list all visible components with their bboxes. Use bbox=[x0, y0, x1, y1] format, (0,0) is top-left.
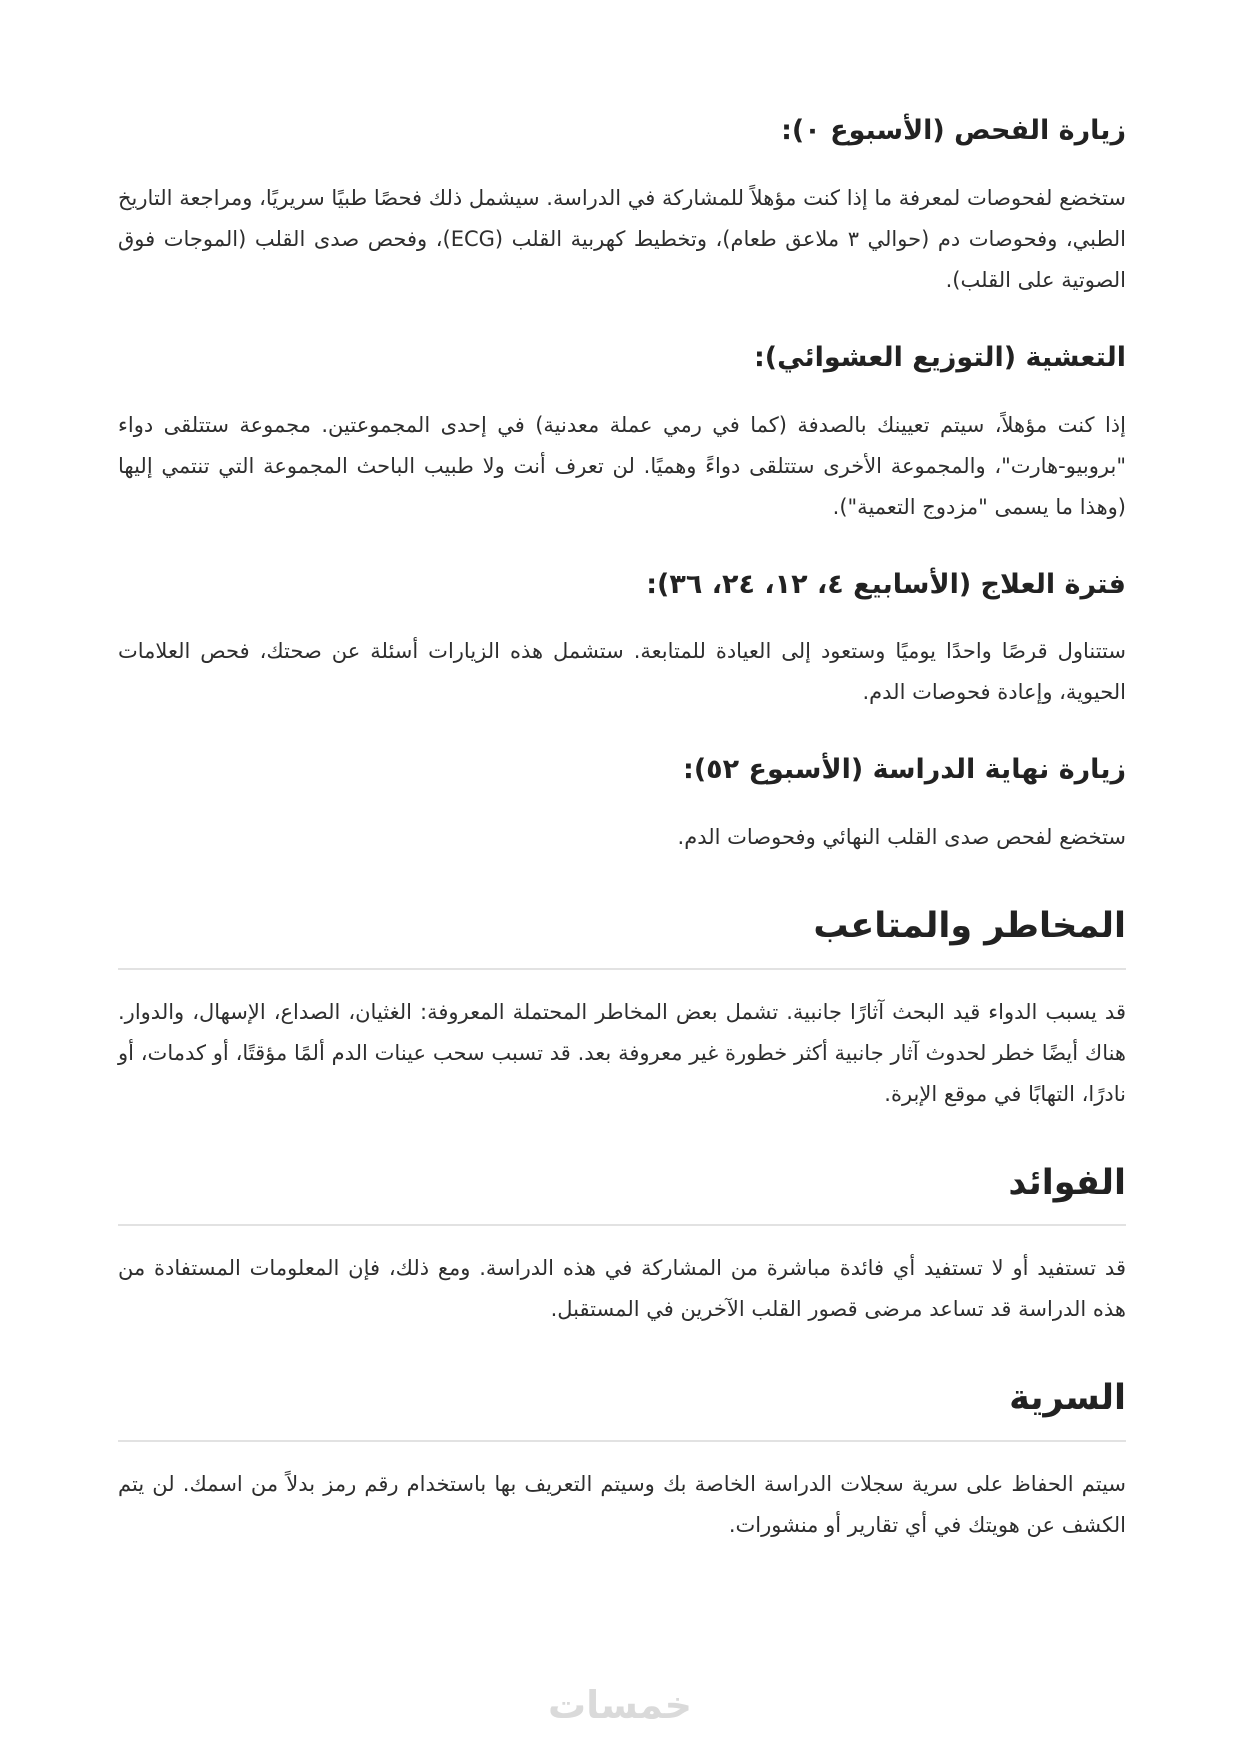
visit-text-randomization: إذا كنت مؤهلاً، سيتم تعيينك بالصدفة (كما في رمي عملة معدنية) في إحدى المجموعتين. مجموعة ستتلقى دواء "بروبيو-هارت"، والمجموعة الأخرى ستتلقى دواءً وهميًا. لن تعرف أنت ولا طبيب الباحث المجموعة التي تنتمي إليها (وهذا ما يسمى "مزدوج التعمية"). bbox=[118, 412, 1126, 519]
visit-heading-screening: زيارة الفحص (الأسبوع ٠): bbox=[781, 115, 1126, 146]
section-text-risks: قد يسبب الدواء قيد البحث آثارًا جانبية. تشمل بعض المخاطر المحتملة المعروفة: الغثيان، الصداع، الإسهال، والدوار. هناك أيضًا خطر لحدوث آثار جانبية أكثر خطورة غير معروفة بعد. قد تسبب سحب عينات الدم ألمًا مؤقتًا، أو كدمات، أو نادرًا، التهابًا في موقع الإبرة. bbox=[118, 999, 1126, 1106]
section-divider bbox=[118, 968, 1126, 970]
section-title-risks: المخاطر والمتاعب bbox=[813, 906, 1126, 947]
section-title-confidentiality: السرية bbox=[1009, 1378, 1126, 1419]
section-divider bbox=[118, 1440, 1126, 1442]
visit-heading-end-of-study: زيارة نهاية الدراسة (الأسبوع ٥٢): bbox=[683, 754, 1126, 786]
section-text-confidentiality: سيتم الحفاظ على سرية سجلات الدراسة الخاصة بك وسيتم التعريف بها باستخدام رقم رمز بدلاً من اسمك. لن يتم الكشف عن هويتك في أي تقارير أو منشورات. bbox=[118, 1471, 1126, 1537]
visit-text-screening: ستخضع لفحوصات لمعرفة ما إذا كنت مؤهلاً للمشاركة في الدراسة. سيشمل ذلك فحصًا طبيًا سريريًا، ومراجعة التاريخ الطبي، وفحوصات دم (حوالي ٣ ملاعق طعام)، وتخطيط كهربية القلب (ECG)، وفحص صدى القلب (الموجات فوق الصوتية على القلب). bbox=[118, 185, 1126, 292]
visit-text-end-of-study: ستخضع لفحص صدى القلب النهائي وفحوصات الدم. bbox=[677, 825, 1126, 850]
visit-heading-treatment: فترة العلاج (الأسابيع ٤، ١٢، ٢٤، ٣٦): bbox=[646, 568, 1126, 600]
section-title-benefits: الفوائد bbox=[1008, 1162, 1126, 1203]
visit-text-treatment: ستتناول قرصًا واحدًا يوميًا وستعود إلى العيادة للمتابعة. ستشمل هذه الزيارات أسئلة عن صحتك، فحص العلامات الحيوية، وإعادة فحوصات الدم. bbox=[118, 639, 1126, 705]
watermark-logo: خمسات bbox=[548, 1683, 692, 1727]
section-divider bbox=[118, 1224, 1126, 1226]
section-text-benefits: قد تستفيد أو لا تستفيد أي فائدة مباشرة من المشاركة في هذه الدراسة. ومع ذلك، فإن المعلومات المستفادة من هذه الدراسة قد تساعد مرضى قصور القلب الآخرين في المستقبل. bbox=[118, 1256, 1126, 1322]
document-page bbox=[118, 112, 1126, 1584]
visit-heading-randomization: التعشية (التوزيع العشوائي): bbox=[753, 341, 1126, 373]
